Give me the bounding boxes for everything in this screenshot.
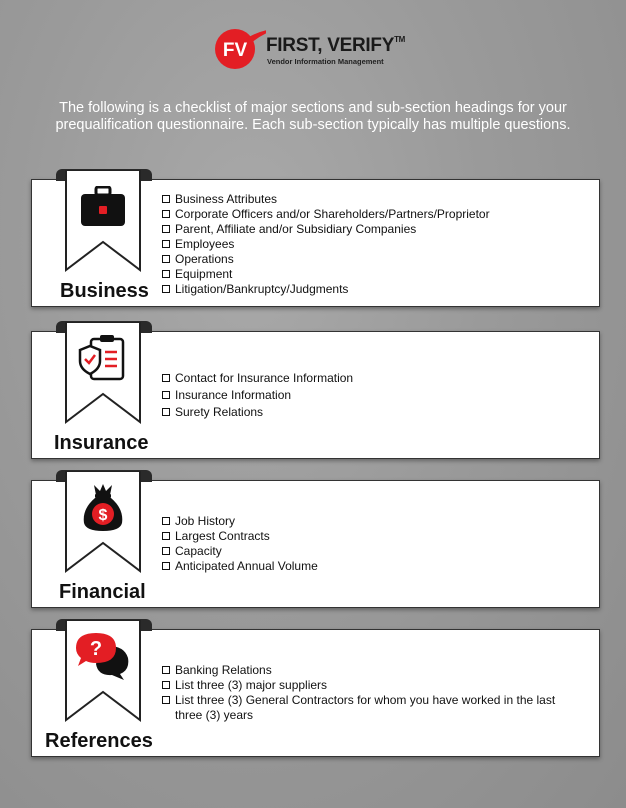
checklist-item: List three (3) major suppliers <box>162 678 572 693</box>
first-verify-logo <box>214 26 414 72</box>
checklist-item: Equipment <box>162 267 490 282</box>
briefcase-icon <box>79 186 127 228</box>
checkbox-icon[interactable] <box>162 255 170 263</box>
checklist-item: Anticipated Annual Volume <box>162 559 318 574</box>
checkbox-icon[interactable] <box>162 285 170 293</box>
checkbox-icon[interactable] <box>162 240 170 248</box>
checkbox-icon[interactable] <box>162 270 170 278</box>
section-card-insurance <box>31 331 600 459</box>
checkbox-icon[interactable] <box>162 681 170 689</box>
checkbox-icon[interactable] <box>162 195 170 203</box>
checklist-item: Operations <box>162 252 490 267</box>
checklist-item: Corporate Officers and/or Shareholders/Partners/Proprietor <box>162 207 490 222</box>
checklist <box>162 370 353 421</box>
checkbox-icon[interactable] <box>162 210 170 218</box>
checklist-item: Job History <box>162 514 318 529</box>
checkbox-icon[interactable] <box>162 547 170 555</box>
section-title: Insurance <box>54 432 149 454</box>
section-card-references <box>31 629 600 757</box>
checkbox-icon[interactable] <box>162 408 170 416</box>
intro-text: The following is a checklist of major sections and sub-section headings for your prequalification questionnaire. Each sub-section typically has multiple questions. <box>55 100 571 133</box>
checklist-item: Parent, Affiliate and/or Subsidiary Companies <box>162 222 490 237</box>
question-bubbles-icon <box>72 630 132 680</box>
checkbox-icon[interactable] <box>162 696 170 704</box>
checkbox-icon[interactable] <box>162 666 170 674</box>
checkbox-icon[interactable] <box>162 391 170 399</box>
section-title: Business <box>60 280 149 302</box>
checklist-item: Capacity <box>162 544 318 559</box>
insurance-clipboard-icon <box>77 334 127 382</box>
checklist-item: List three (3) General Contractors for whom you have worked in the last three (3) years <box>162 693 572 723</box>
checklist-item: Banking Relations <box>162 663 572 678</box>
section-title: References <box>45 730 153 752</box>
checklist-item: Largest Contracts <box>162 529 318 544</box>
checkbox-icon[interactable] <box>162 517 170 525</box>
brand-tagline: Vendor Information Management <box>267 57 384 66</box>
checklist <box>162 514 318 574</box>
svg-text:?: ? <box>89 638 103 660</box>
checklist-item: Contact for Insurance Information <box>162 370 353 387</box>
checkbox-icon[interactable] <box>162 374 170 382</box>
checklist-item: Employees <box>162 237 490 252</box>
checkbox-icon[interactable] <box>162 225 170 233</box>
checkbox-icon[interactable] <box>162 532 170 540</box>
section-card-business <box>31 179 600 307</box>
svg-text:FV: FV <box>222 40 248 61</box>
money-bag-icon <box>78 481 128 533</box>
checkbox-icon[interactable] <box>162 562 170 570</box>
checklist <box>162 663 572 723</box>
svg-text:$: $ <box>98 507 108 524</box>
checklist-item: Business Attributes <box>162 192 490 207</box>
checklist <box>162 192 490 297</box>
brand-name: FIRST, VERIFY™ <box>266 35 406 56</box>
section-title: Financial <box>59 581 146 603</box>
fv-logo-mark-icon <box>214 26 266 72</box>
checklist-item: Insurance Information <box>162 387 353 404</box>
section-card-financial <box>31 480 600 608</box>
checklist-item: Surety Relations <box>162 404 353 421</box>
checklist-item: Litigation/Bankruptcy/Judgments <box>162 282 490 297</box>
